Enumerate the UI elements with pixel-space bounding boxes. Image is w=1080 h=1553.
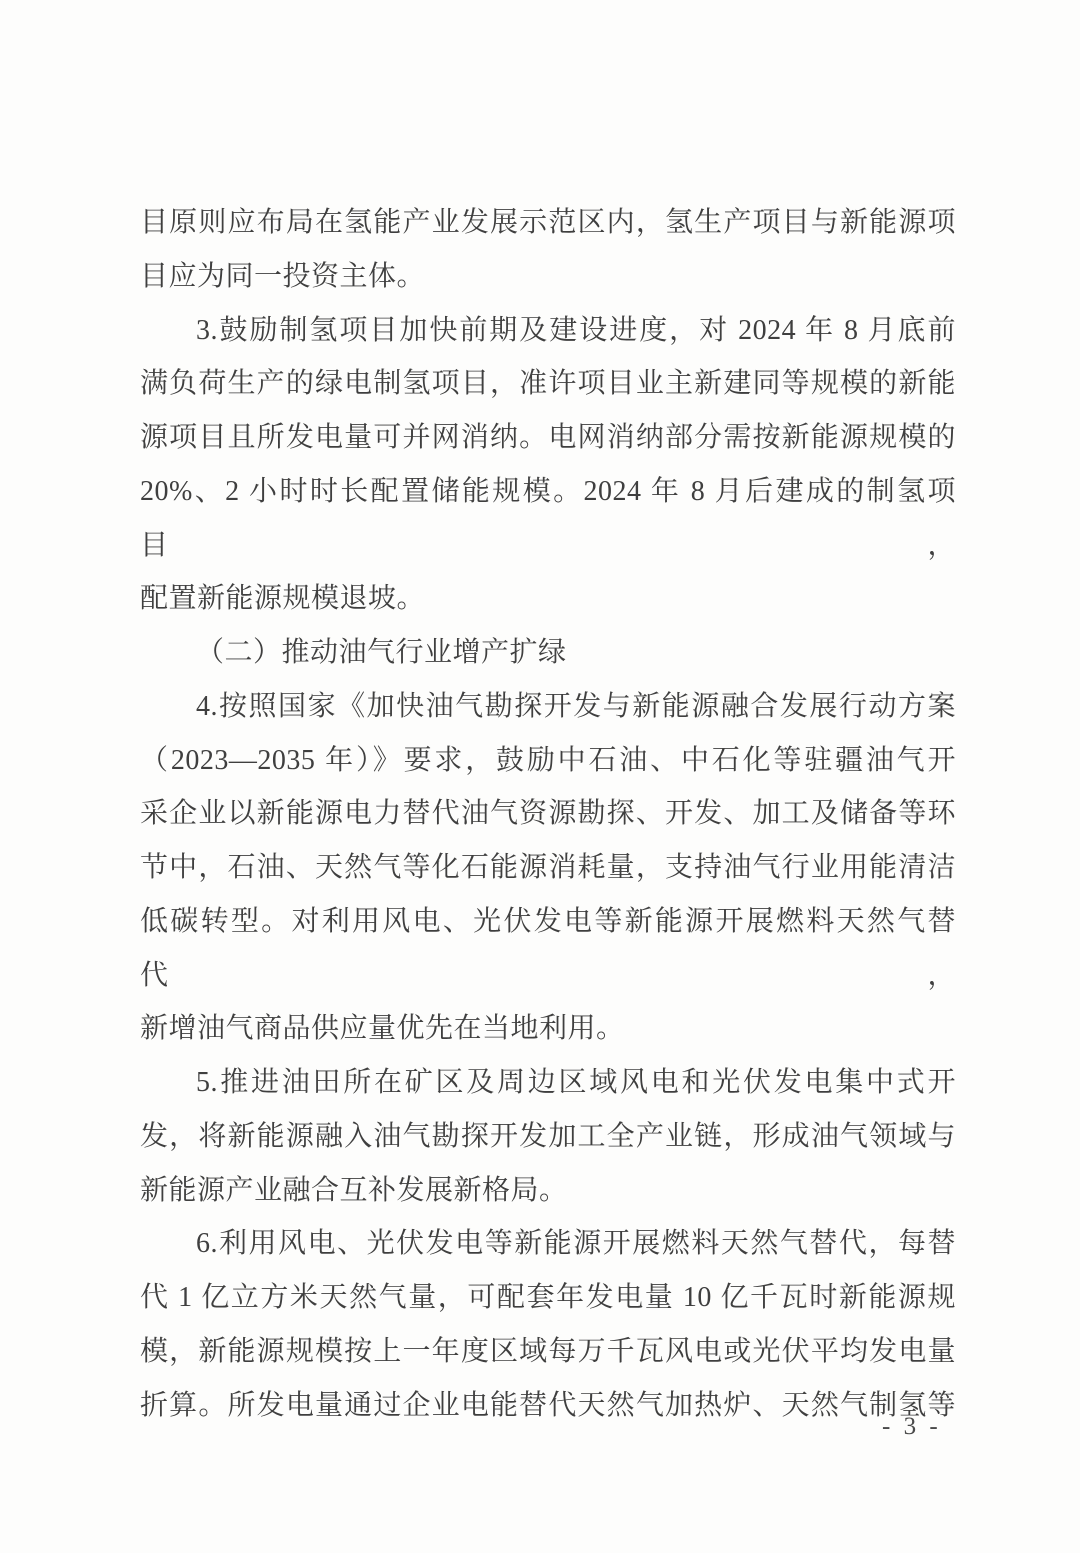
section-heading: （二）推动油气行业增产扩绿 xyxy=(196,637,567,668)
text-line: 折算。所发电量通过企业电能替代天然气加热炉、天然气制氢等 xyxy=(140,1389,956,1421)
text-line: 4.按照国家《加快油气勘探开发与新能源融合发展行动方案 xyxy=(196,690,956,722)
text-line: 目应为同一投资主体。 xyxy=(140,260,426,292)
text-line: 代 1 亿立方米天然气量，可配套年发电量 10 亿千瓦时新能源规 xyxy=(140,1282,956,1313)
text-line: 目原则应布局在氢能产业发展示范区内，氢生产项目与新能源项 xyxy=(140,207,956,238)
text-line: 满负荷生产的绿电制氢项目，准许项目业主新建同等规模的新能 xyxy=(140,368,956,400)
text-line: 采企业以新能源电力替代油气资源勘探、开发、加工及储备等环 xyxy=(140,798,956,830)
text-line: 低碳转型。对利用风电、光伏发电等新能源开展燃料天然气替代， xyxy=(140,905,956,991)
text-line: 新能源产业融合互补发展新格局。 xyxy=(140,1174,568,1206)
text-line: 20%、2 小时时长配置储能规模。2024 年 8 月后建成的制氢项目， xyxy=(140,475,956,561)
text-line: 配置新能源规模退坡。 xyxy=(140,583,426,615)
text-line: 源项目且所发电量可并网消纳。电网消纳部分需按新能源规模的 xyxy=(140,422,956,453)
document-body xyxy=(140,196,956,1432)
text-line: 3.鼓励制氢项目加快前期及建设进度，对 2024 年 8 月底前 xyxy=(196,314,956,346)
page-number: - 3 - xyxy=(882,1413,939,1440)
text-line: 发，将新能源融入油气勘探开发加工全产业链，形成油气领域与 xyxy=(140,1120,956,1152)
text-line: 节中，石油、天然气等化石能源消耗量，支持油气行业用能清洁 xyxy=(140,852,956,883)
text-line: （2023—2035 年）》要求，鼓励中石油、中石化等驻疆油气开 xyxy=(140,744,956,776)
text-line: 5.推进油田所在矿区及周边区域风电和光伏发电集中式开 xyxy=(196,1067,956,1098)
text-line: 模，新能源规模按上一年度区域每万千瓦风电或光伏平均发电量 xyxy=(140,1335,956,1367)
text-line: 6.利用风电、光伏发电等新能源开展燃料天然气替代，每替 xyxy=(196,1228,956,1260)
text-line: 新增油气商品供应量优先在当地利用。 xyxy=(140,1013,625,1045)
